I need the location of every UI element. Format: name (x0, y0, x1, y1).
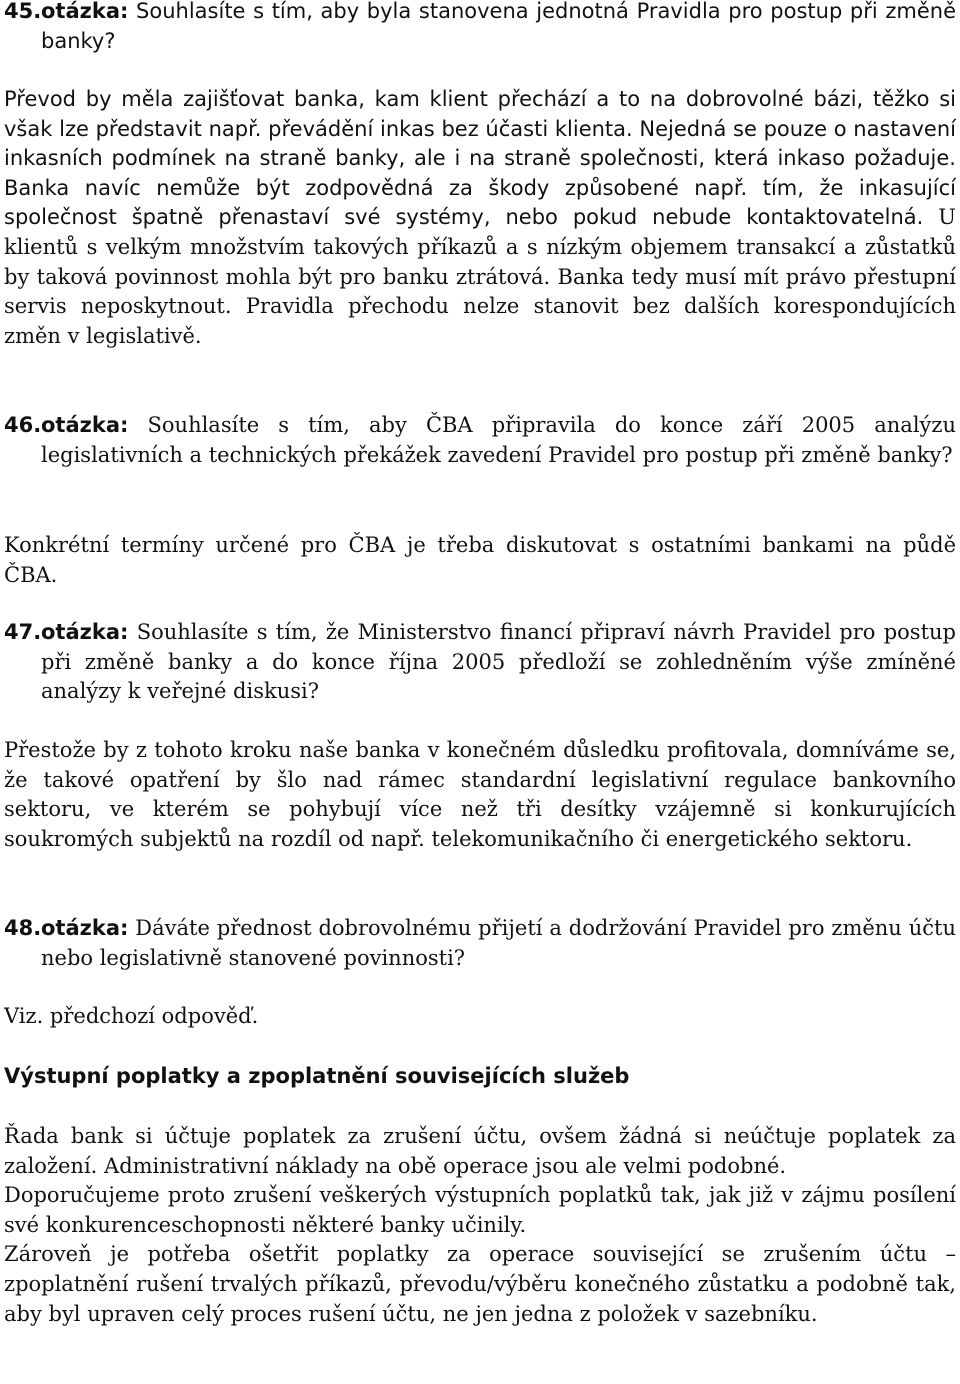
answer-47-text: Přestože by z tohoto kroku naše banka v konečném důsledku profitovala, domníváme se, že takové opatření by šlo nad rámec standardní legislativní regulace bankovního sektoru, ve kterém se pohybují více než tři desítky vzájemně si konkurujících soukromých subjektů na rozdíl od např. telekomunikačního či energetického sektoru. (4, 738, 956, 851)
question-number: 45. (4, 0, 42, 23)
answer-45-part1: Převod by měla zajišťovat banka, kam klient přechází a to na dobrovolné bázi, těžko si však lze představit např. převádění inkas bez účasti klienta. Nejedná se pouze o nastavení inkasních podmínek na straně banky, ale i na straně společnosti, která inkaso požaduje. Banka navíc nemůže být zodpovědná za škody způsobené např. tím, že inkasující společnost špatně přenastaví své systémy, nebo pokud nebude kontaktovatelná. (4, 87, 956, 230)
section-body (4, 1122, 956, 1329)
question-text: Souhlasíte s tím, že Ministerstvo financí připraví návrh Pravidel pro postup při změně banky a do konce října 2005 předloží se zohledněním výše zmíněné analýzy k veřejné diskusi? (41, 620, 956, 704)
answer-45-part2: U klientů s velkým množstvím takových příkazů a s nízkým objemem transakcí a zůstatků by taková povinnost mohla být pro banku ztrátová. Banka tedy musí mít právo přestupní servis neposkytnout. (4, 205, 957, 319)
question-47 (4, 618, 956, 707)
section-paragraph: Doporučujeme proto zrušení veškerých výstupních poplatků tak, jak již v zájmu posílení své konkurenceschopnosti některé banky učinily. (4, 1183, 956, 1237)
answer-48 (4, 1002, 956, 1032)
question-46 (4, 411, 956, 470)
answer-46-text: Konkrétní termíny určené pro ČBA je třeba diskutovat s ostatními bankami na půdě ČBA. (4, 533, 956, 587)
question-text: Souhlasíte s tím, aby byla stanovena jednotná Pravidla pro postup při změně banky? (41, 0, 956, 53)
answer-45-part3: Pravidla přechodu nelze stanovit bez dalších korespondujících změn v legislativě. (4, 294, 956, 348)
question-label: otázka: (41, 916, 129, 940)
question-text: Souhlasíte s tím, aby ČBA připravila do konce září 2005 analýzu legislativních a technických překážek zavedení Pravidel pro postup při změně banky? (41, 413, 956, 467)
question-number: 47. (4, 620, 42, 644)
section-paragraph: Zároveň je potřeba ošetřit poplatky za operace související se zrušením účtu – zpoplatnění rušení trvalých příkazů, převodu/výběru konečného zůstatku a podobně tak, aby byl upraven celý proces rušení účtu, ne jen jedna z položek v sazebníku. (4, 1242, 956, 1326)
section-heading: Výstupní poplatky a zpoplatnění souvisejících služeb (4, 1064, 630, 1088)
question-label: otázka: (41, 620, 129, 644)
question-45 (4, 0, 956, 56)
section-heading-block (4, 1062, 956, 1092)
question-number: 48. (4, 916, 42, 940)
answer-45 (4, 85, 956, 351)
section-paragraph: Řada bank si účtuje poplatek za zrušení účtu, ovšem žádná si neúčtuje poplatek za založení. Administrativní náklady na obě operace jsou ale velmi podobné. (4, 1124, 956, 1178)
question-text: Dáváte přednost dobrovolnému přijetí a dodržování Pravidel pro změnu účtu nebo legislativně stanovené povinnosti? (41, 916, 956, 970)
answer-47 (4, 736, 956, 854)
answer-46 (4, 531, 956, 590)
question-number: 46. (4, 413, 42, 437)
answer-48-text: Viz. předchozí odpověď. (4, 1004, 259, 1028)
question-label: otázka: (41, 0, 129, 23)
question-48 (4, 914, 956, 973)
question-label: otázka: (41, 413, 129, 437)
